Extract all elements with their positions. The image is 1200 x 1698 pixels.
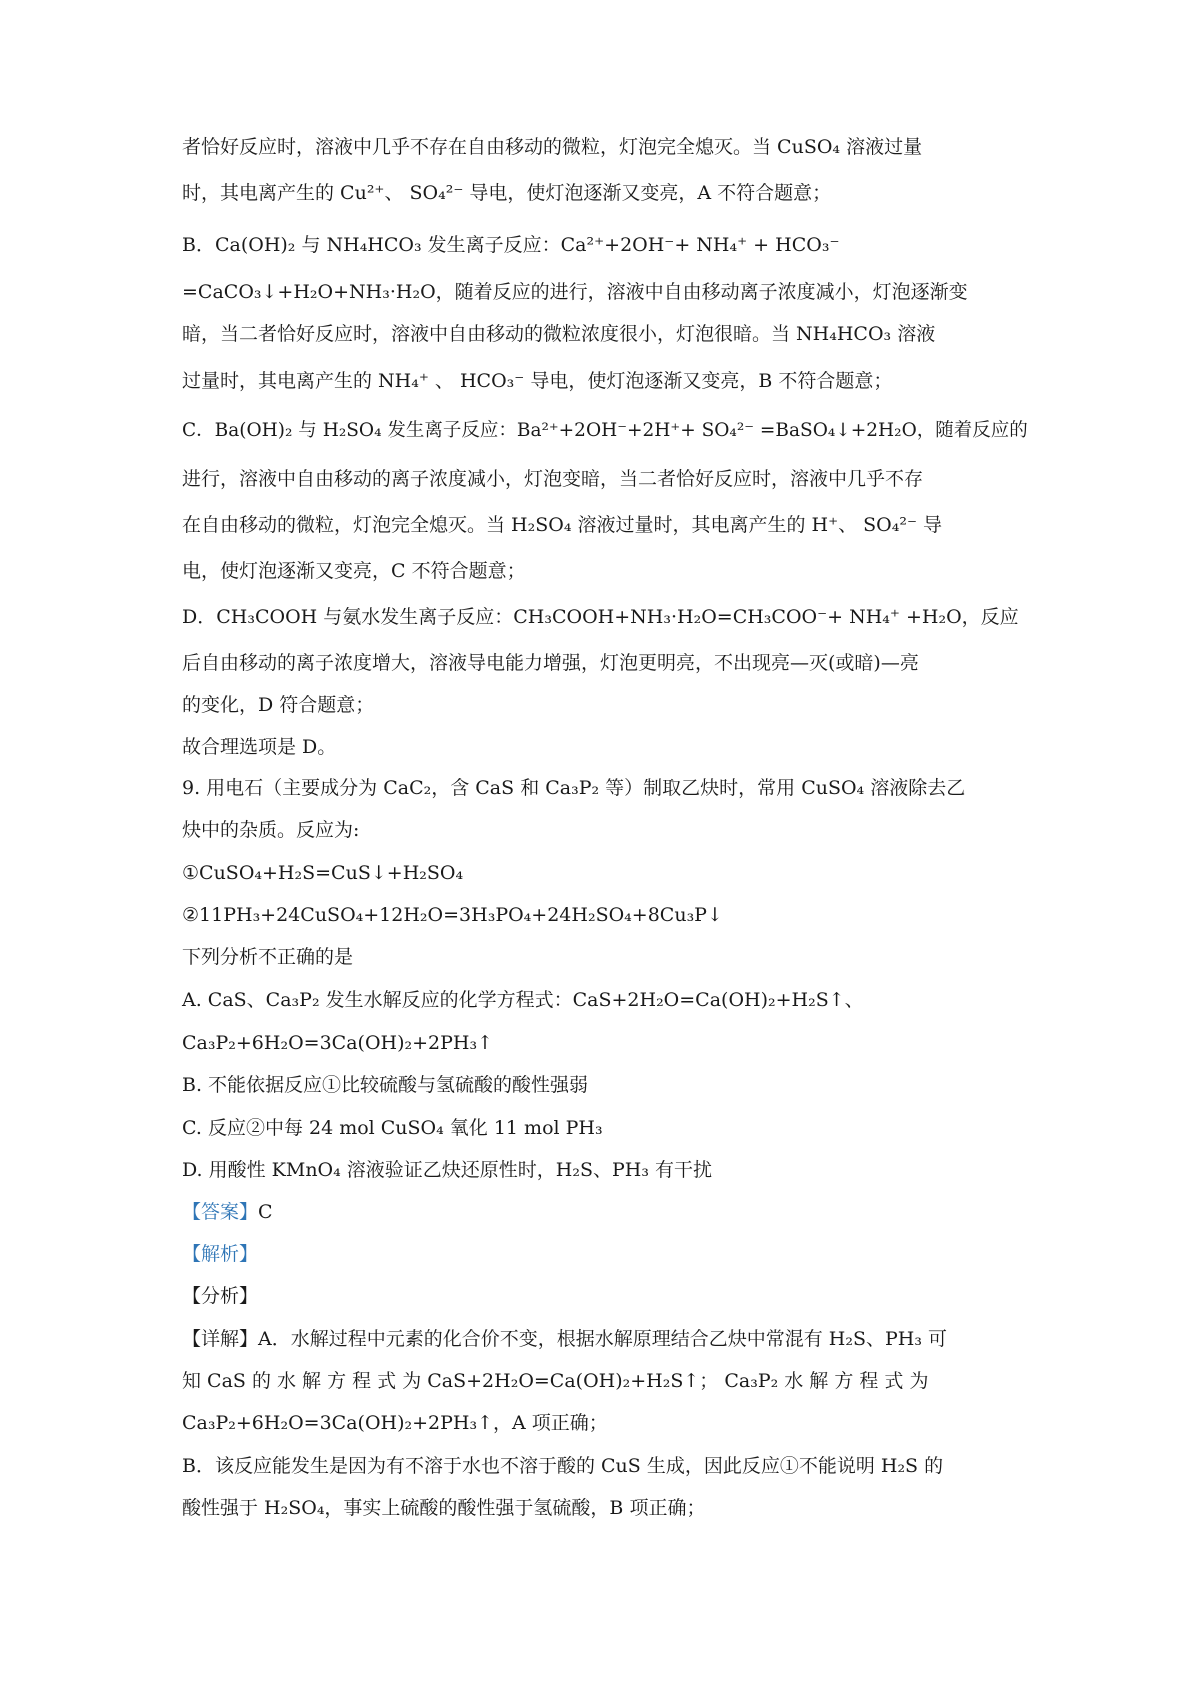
answer-label: 【答案】 [182,1201,259,1223]
text-line-16: 炔中的杂质。反应为: [182,819,360,841]
reaction-1: ①CuSO₄+H₂S=CuS↓+H₂SO₄ [182,862,464,884]
text-line-8: 进行，溶液中自由移动的离子浓度减小，灯泡变暗，当二者恰好反应时，溶液中几乎不存 [182,468,924,490]
text-line-9: 在自由移动的微粒，灯泡完全熄灭。当 H₂SO₄ 溶液过量时，其电离产生的 H⁺、 SO₄²⁻ 导 [182,514,943,536]
option-c-explanation: C．Ba(OH)₂ 与 H₂SO₄ 发生离子反应：Ba²⁺+2OH⁻+2H⁺+ SO₄²⁻ =BaSO₄↓+2H₂O，随着反应的 [182,420,1028,441]
detail-a-line-2: 知 CaS 的 水 解 方 程 式 为 CaS+2H₂O=Ca(OH)₂+H₂S↑； Ca₃P₂ 水 解 方 程 式 为 [182,1370,929,1392]
answer-value: C [258,1201,273,1223]
question-9-stem: 9. 用电石（主要成分为 CaC₂，含 CaS 和 Ca₃P₂ 等）制取乙炔时，常用 CuSO₄ 溶液除去乙 [182,777,966,799]
text-line-2: 时，其电离产生的 Cu²⁺、 SO₄²⁻ 导电，使灯泡逐渐又变亮，A 不符合题意； [182,182,832,204]
option-b-explanation: B．Ca(OH)₂ 与 NH₄HCO₃ 发生离子反应：Ca²⁺+2OH⁻+ NH₄⁺ + HCO₃⁻ [182,234,840,256]
choice-a-continued: Ca₃P₂+6H₂O=3Ca(OH)₂+2PH₃↑ [182,1032,494,1054]
text-line-4: =CaCO₃↓+H₂O+NH₃·H₂O，随着反应的进行，溶液中自由移动离子浓度减小，灯泡逐渐变 [182,281,968,303]
choice-b: B. 不能依据反应①比较硫酸与氢硫酸的酸性强弱 [182,1074,589,1096]
text-line-12: 后自由移动的离子浓度增大，溶液导电能力增强，灯泡更明亮，不出现亮—灭(或暗)—亮 [182,652,919,674]
choice-a: A. CaS、Ca₃P₂ 发生水解反应的化学方程式：CaS+2H₂O=Ca(OH)₂+H₂S↑、 [182,989,864,1011]
choice-d: D. 用酸性 KMnO₄ 溶液验证乙炔还原性时，H₂S、PH₃ 有干扰 [182,1159,713,1181]
option-d-explanation: D．CH₃COOH 与氨水发生离子反应：CH₃COOH+NH₃·H₂O=CH₃COO⁻+ NH₄⁺ +H₂O，反应 [182,606,1019,628]
answer-line [182,1198,273,1226]
detail-a: 【详解】A．水解过程中元素的化合价不变，根据水解原理结合乙炔中常混有 H₂S、PH₃ 可 [182,1328,947,1350]
text-line-10: 电，使灯泡逐渐又变亮，C 不符合题意； [182,560,526,582]
detail-a-line-3: Ca₃P₂+6H₂O=3Ca(OH)₂+2PH₃↑，A 项正确； [182,1412,608,1434]
detail-b-line-2: 酸性强于 H₂SO₄，事实上硫酸的酸性强于氢硫酸，B 项正确； [182,1497,706,1519]
text-line-13: 的变化，D 符合题意； [182,694,375,716]
choice-c: C. 反应②中每 24 mol CuSO₄ 氧化 11 mol PH₃ [182,1117,603,1139]
analysis-subheading: 【分析】 [182,1285,259,1307]
analysis-heading: 【解析】 [182,1243,259,1265]
detail-b: B．该反应能发生是因为有不溶于水也不溶于酸的 CuS 生成，因此反应①不能说明 H₂S 的 [182,1455,944,1477]
text-line-1: 者恰好反应时，溶液中几乎不存在自由移动的微粒，灯泡完全熄灭。当 CuSO₄ 溶液过量 [182,136,923,158]
reaction-2: ②11PH₃+24CuSO₄+12H₂O=3H₃PO₄+24H₂SO₄+8Cu₃P↓ [182,904,723,926]
text-line-6: 过量时，其电离产生的 NH₄⁺ 、 HCO₃⁻ 导电，使灯泡逐渐又变亮，B 不符合题意； [182,370,893,392]
conclusion-line: 故合理选项是 D。 [182,736,337,758]
text-line-5: 暗，当二者恰好反应时，溶液中自由移动的微粒浓度很小，灯泡很暗。当 NH₄HCO₃ 溶液 [182,323,936,345]
question-prompt: 下列分析不正确的是 [182,946,354,968]
